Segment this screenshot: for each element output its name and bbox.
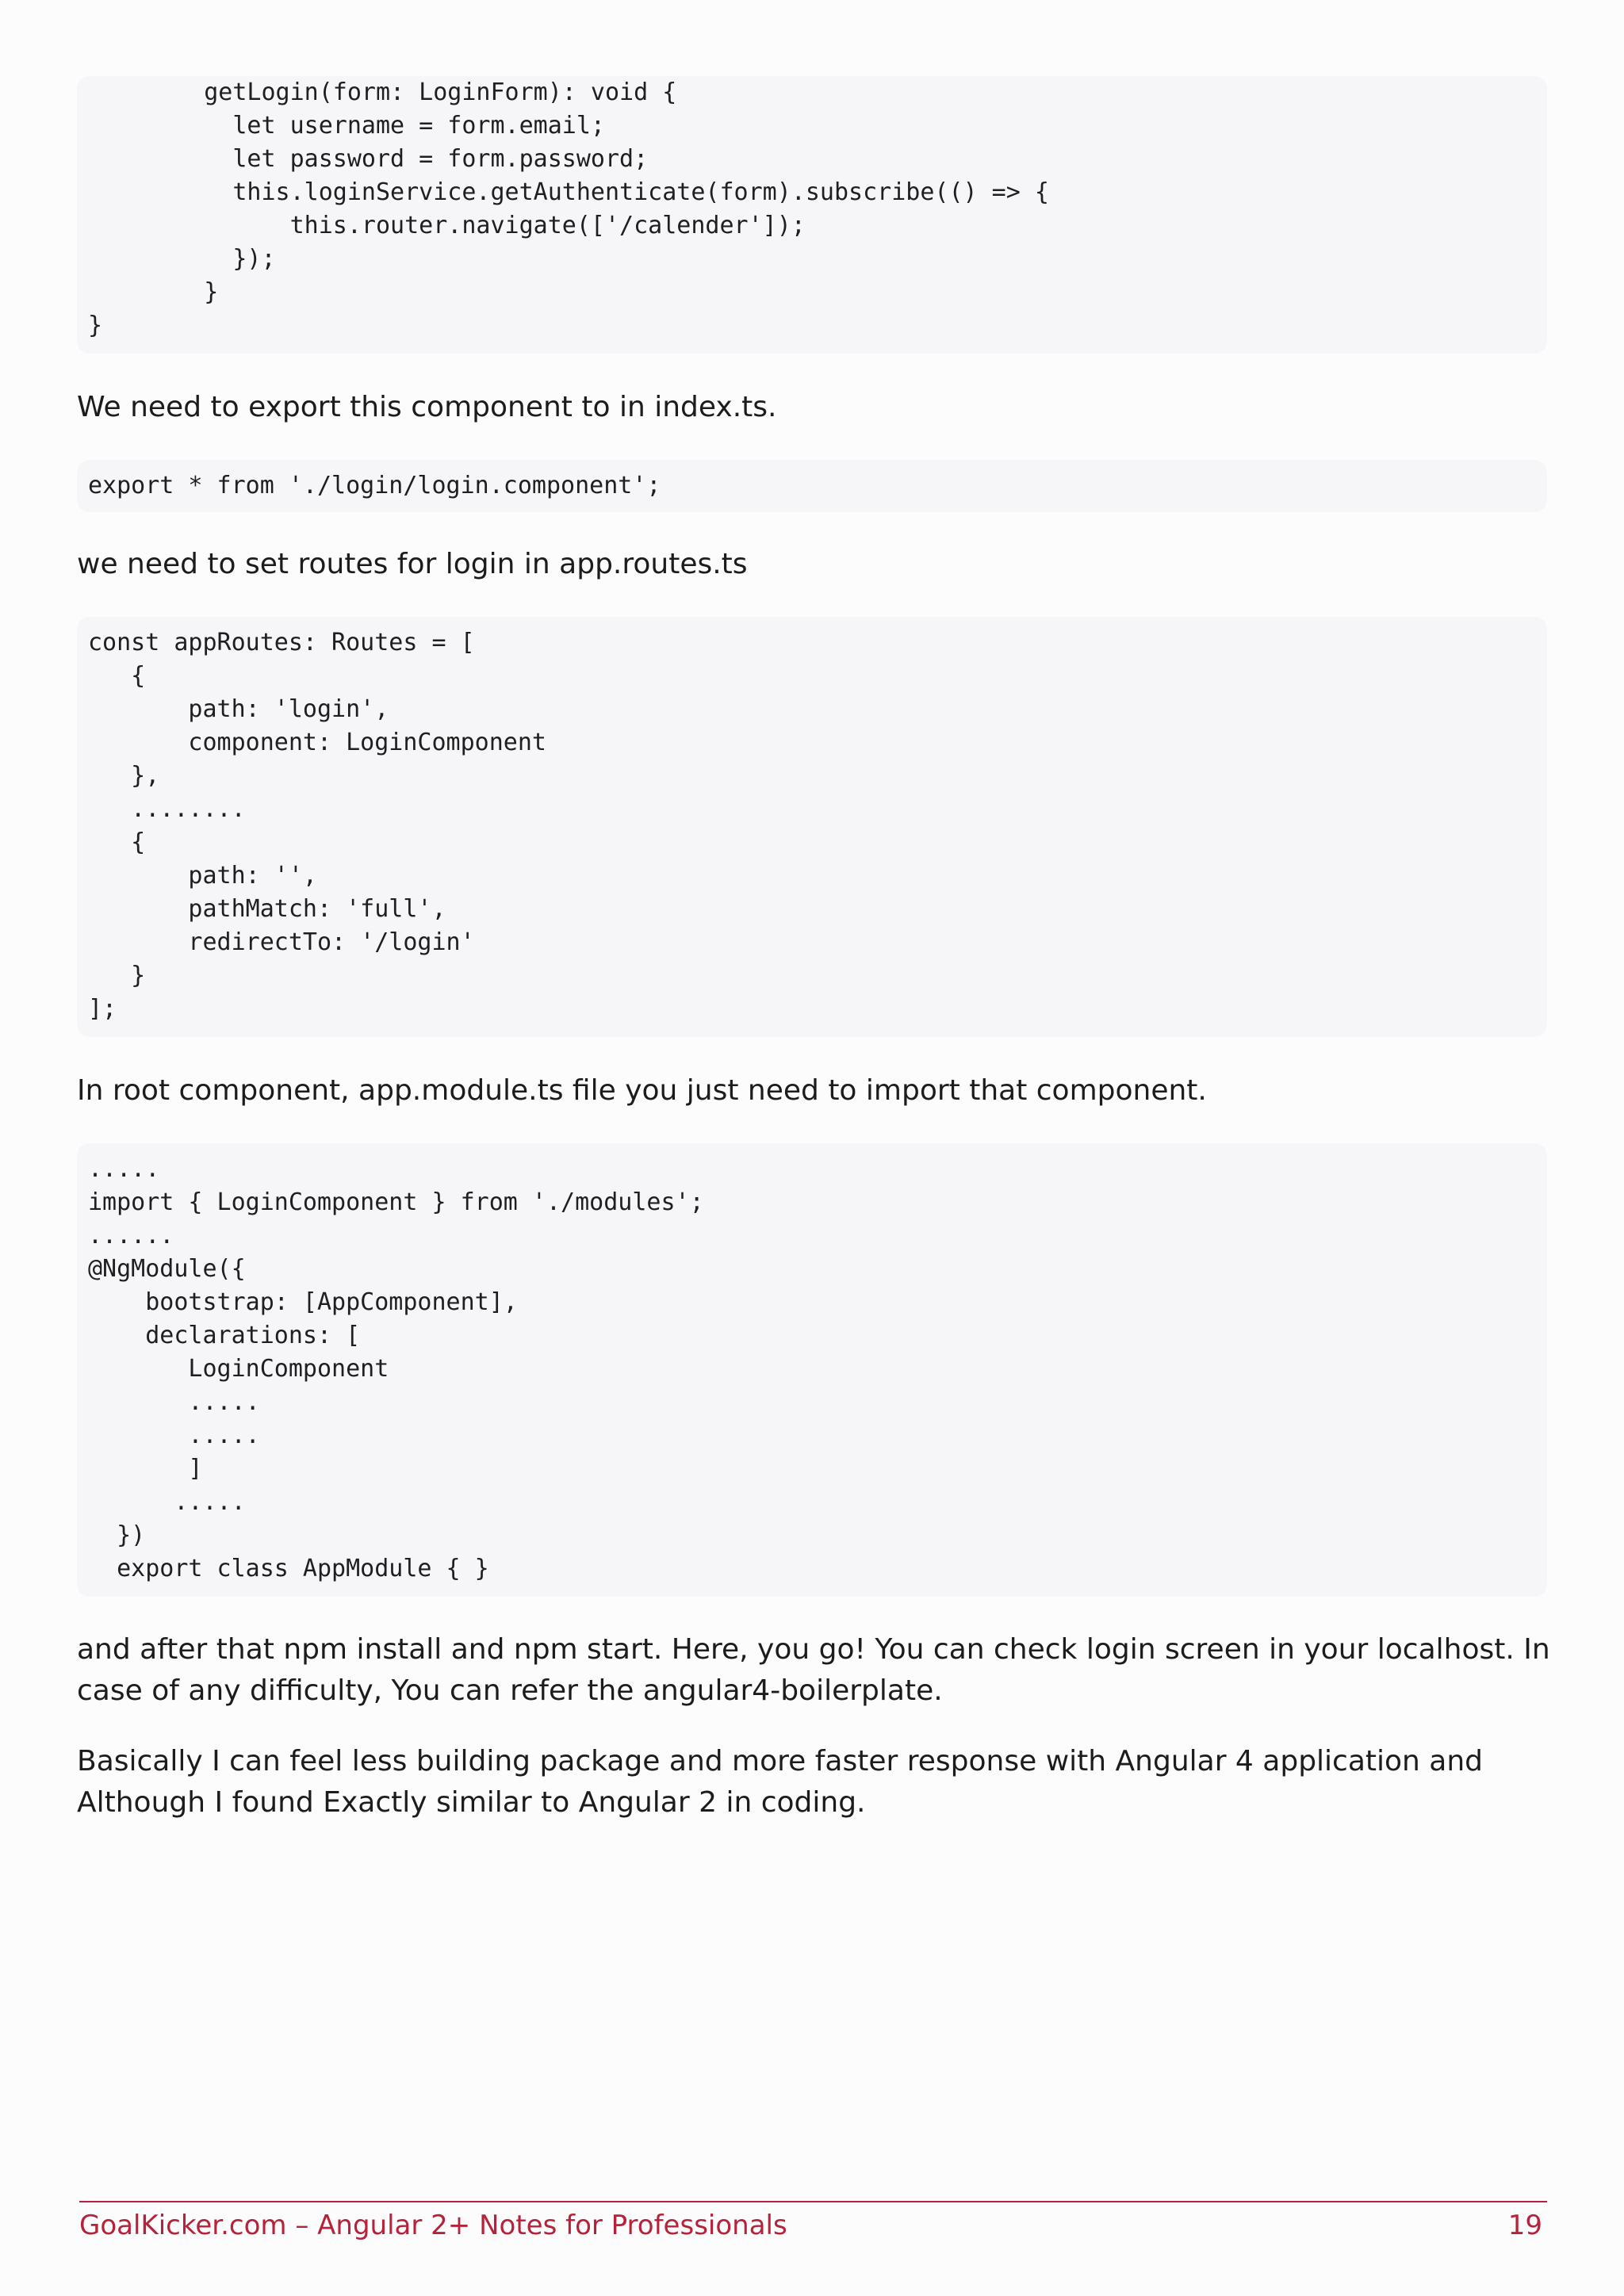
- code-text: const appRoutes: Routes = [: [88, 629, 475, 656]
- code-text: LoginComponent: [88, 1355, 389, 1383]
- paragraph-routes: we need to set routes for login in app.routes.ts: [77, 548, 748, 580]
- code-line: [88, 1419, 260, 1452]
- code-line: [147, 243, 276, 276]
- code-line: [88, 626, 475, 660]
- code-text: });: [147, 245, 276, 273]
- code-text: path: 'login',: [88, 695, 389, 723]
- code-text: .....: [88, 1422, 260, 1449]
- code-line: [88, 1153, 159, 1186]
- code-text: let password = form.password;: [147, 145, 649, 173]
- code-line: [88, 1219, 174, 1253]
- code-text: ];: [88, 995, 117, 1023]
- code-text: {: [88, 662, 146, 690]
- code-text: .....: [88, 1155, 160, 1183]
- code-line: [88, 1353, 389, 1386]
- code-line: [147, 109, 605, 143]
- code-text: }: [147, 278, 219, 306]
- code-text: }): [88, 1521, 146, 1549]
- page-number: 19: [1507, 2210, 1542, 2241]
- code-text: this.router.navigate(['/calender']);: [147, 212, 806, 239]
- code-text: declarations: [: [88, 1322, 361, 1349]
- code-text: getLogin(form: LoginForm): void {: [147, 78, 677, 106]
- code-text: bootstrap: [AppComponent],: [88, 1288, 518, 1316]
- paragraph-root-component: In root component, app.module.ts file you just need to import that component.: [77, 1074, 1207, 1107]
- code-text: .....: [88, 1388, 260, 1416]
- code-line: [88, 1253, 246, 1286]
- code-line: [88, 1186, 704, 1219]
- code-line: [147, 176, 1049, 209]
- code-text: redirectTo: '/login': [88, 928, 475, 956]
- code-text: }: [88, 962, 146, 989]
- code-line: [88, 926, 475, 959]
- footer-title: GoalKicker.com – Angular 2+ Notes for Professionals: [79, 2210, 787, 2241]
- code-line: [147, 276, 218, 309]
- code-text: component: LoginComponent: [88, 729, 546, 756]
- footer-divider: [79, 2201, 1547, 2202]
- code-line: [88, 859, 317, 893]
- code-text: {: [88, 828, 146, 856]
- code-block-login-method: [77, 76, 1547, 354]
- code-line: [88, 826, 145, 859]
- code-text: .....: [88, 1488, 246, 1516]
- code-text: import { LoginComponent } from './modules';: [88, 1188, 704, 1216]
- code-line: [88, 660, 145, 693]
- code-text: ......: [88, 1222, 174, 1249]
- code-line: [88, 1319, 360, 1353]
- code-text: path: '',: [88, 862, 317, 890]
- code-line: [88, 469, 661, 503]
- code-block-export: [77, 460, 1547, 512]
- code-line: [147, 209, 806, 243]
- code-text: }: [88, 312, 103, 339]
- code-text: ]: [88, 1455, 203, 1483]
- code-line: [147, 76, 676, 109]
- code-text: let username = form.email;: [147, 112, 605, 140]
- code-line: [88, 1552, 489, 1586]
- paragraph-npm: and after that npm install and npm start. Here, you go! You can check login screen in your localhost. In case of any difficulty, You can refer the angular4-boilerplate.: [77, 1633, 1550, 1707]
- code-line: [88, 726, 546, 760]
- code-line: [88, 1519, 145, 1552]
- code-line: [88, 959, 145, 993]
- code-text: ........: [88, 795, 246, 823]
- code-text: },: [88, 762, 160, 790]
- code-line: [88, 760, 159, 793]
- code-block-module: [77, 1143, 1547, 1597]
- code-line: [88, 1452, 203, 1486]
- code-line: [88, 309, 102, 342]
- paragraph-summary: Basically I can feel less building package and more faster response with Angular 4 application and Although I found Exactly similar to Angular 2 in coding.: [77, 1745, 1484, 1819]
- code-text: export * from './login/login.component';: [88, 472, 661, 499]
- code-line: [147, 143, 648, 176]
- code-block-routes: [77, 617, 1547, 1037]
- code-text: export class AppModule { }: [88, 1555, 489, 1582]
- code-text: @NgModule({: [88, 1255, 246, 1283]
- code-line: [88, 993, 117, 1026]
- code-text: this.loginService.getAuthenticate(form).subscribe(() => {: [147, 178, 1049, 206]
- paragraph-export: We need to export this component to in index.ts.: [77, 391, 777, 423]
- code-line: [88, 793, 246, 826]
- code-text: pathMatch: 'full',: [88, 895, 446, 923]
- code-line: [88, 1486, 246, 1519]
- code-line: [88, 1386, 260, 1419]
- code-line: [88, 893, 446, 926]
- code-line: [88, 1286, 518, 1319]
- code-line: [88, 693, 389, 726]
